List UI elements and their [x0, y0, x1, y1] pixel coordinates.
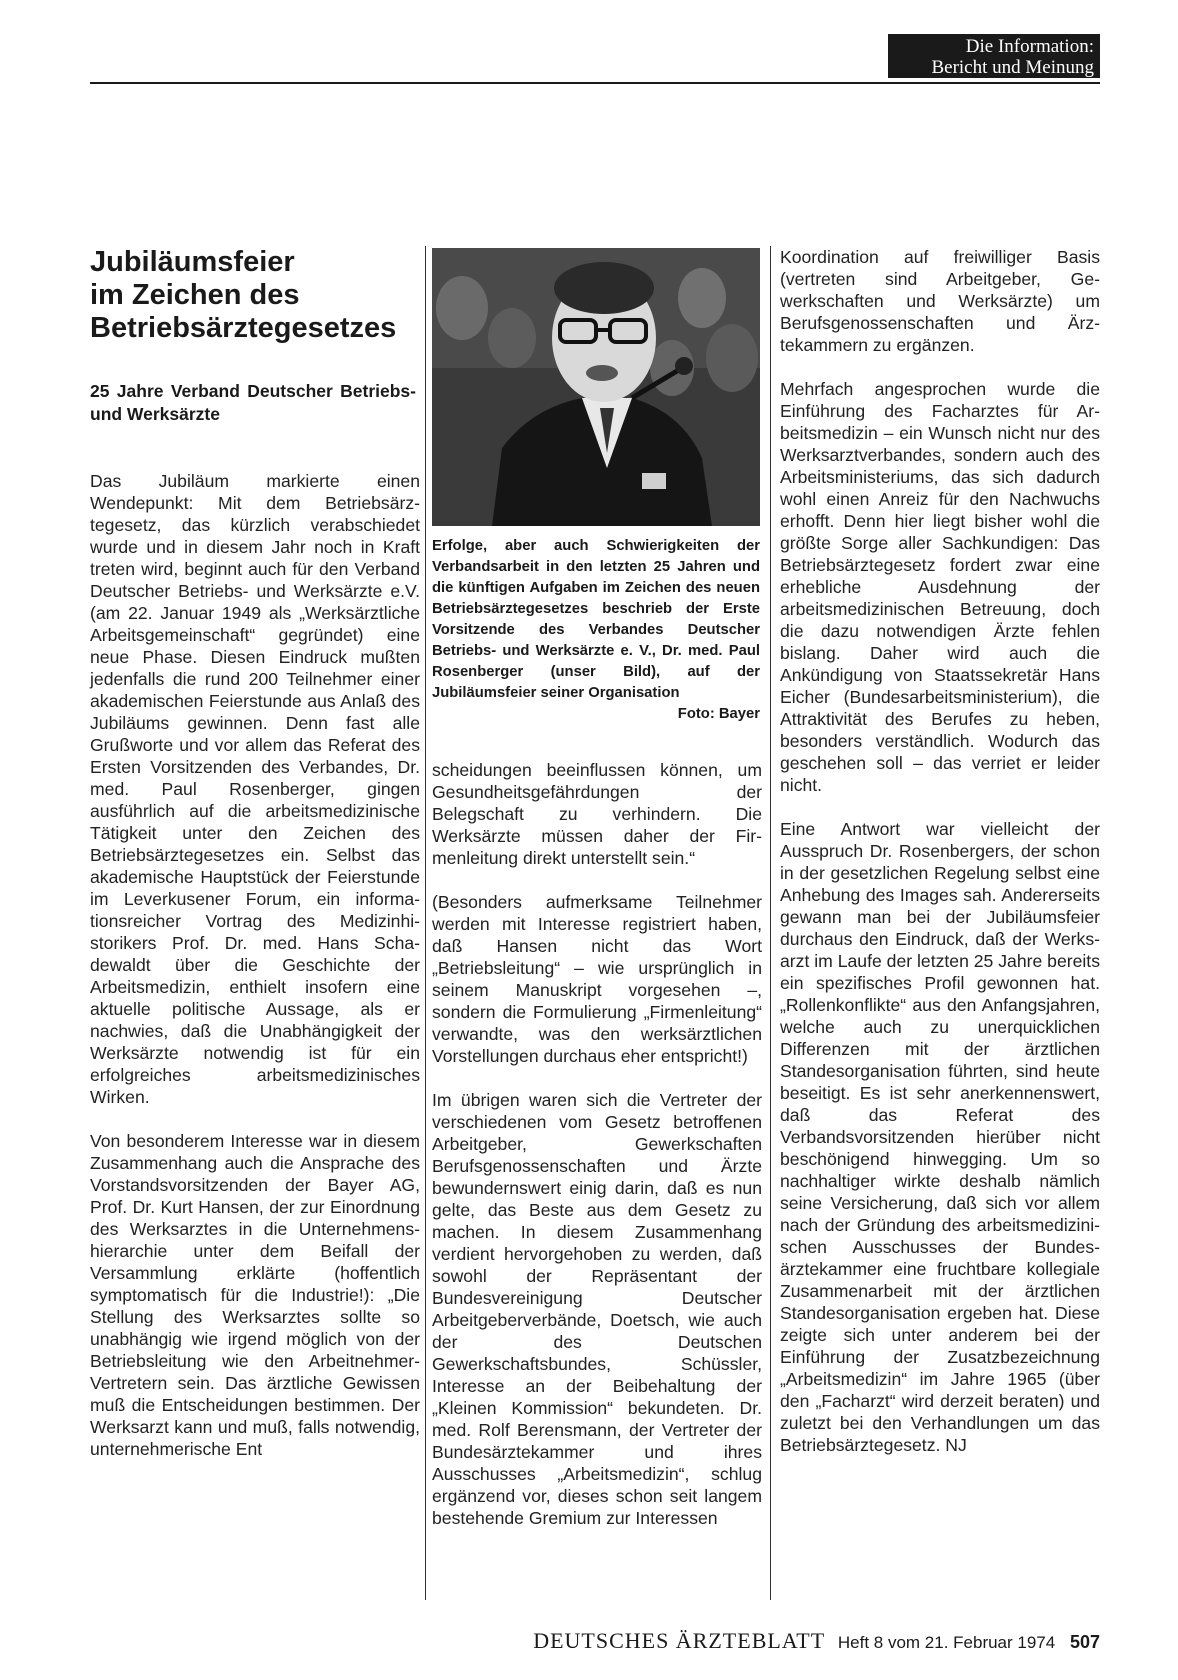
- photo-credit: Foto: Bayer: [677, 706, 760, 722]
- paragraph: (Besonders aufmerksame Teilnehmer werden mit Interesse registriert haben, daß Hansen nicht das Wort „Betriebsleitung“ – wie ursprünglich in seinem Manuskript vorgesehen –, sondern die Formulierung „Firmenleitung“ verwandte, was den werksärztlichen Vorstellungen durchaus eher entspricht!): [432, 892, 762, 1066]
- article-subtitle: 25 Jahre Verband Deutscher Betriebs- und Werksärzte: [90, 381, 416, 424]
- article-column-1: [90, 470, 420, 1460]
- paragraph: Von besonderem Interesse war in diesem Zusammenhang auch die Ansprache des Vorstandsvorsitzenden der Bayer AG, Prof. Dr. Kurt Hansen, der zur Einordnung des Werksarztes in die Unternehmenshierarchie unter dem Beifall der Versammlung erklärte (hoffentlich symptomatisch für die Industrie!): „Die Stellung des Werksarztes sollte so unabhängig wie irgend möglich von der Betriebsleitung wie den Arbeitnehmer-Vertretern sein. Das ärztliche Gewissen muß die Entscheidungen bestimmen. Der Werksarzt kann und muß, falls notwendig, unternehmerische Ent: [90, 1131, 420, 1459]
- speaker-photo: [432, 248, 760, 526]
- top-rule: [90, 82, 1100, 84]
- journal-name: DEUTSCHES ÄRZTEBLATT: [533, 1628, 826, 1653]
- speaker-photo-image: [432, 248, 760, 526]
- paragraph: scheidungen beeinflussen können, um Gesundheitsgefährdungen der Belegschaft zu verhindern. Die Werksärzte müssen daher der Firmenleitung direkt unterstellt sein.“: [432, 760, 762, 868]
- article-title-line: Jubiläumsfeier: [90, 246, 295, 278]
- page-footer: [460, 1628, 1100, 1658]
- paragraph: Koordination auf freiwilliger Basis (vertreten sind Arbeitgeber, Gewerkschaften und Werksärzte) um Berufsgenossenschaften und Ärztekammern zu ergänzen.: [780, 247, 1100, 355]
- paragraph: Im übrigen waren sich die Vertreter der verschiedenen vom Gesetz betroffenen Arbeitgeber, Gewerkschaften Berufsgenossenschaften und Ärzte bewundernswert einig darin, daß es nun gelte, das Beste aus dem Gesetz zu machen. In diesem Zusammenhang verdient hervorgehoben zu werden, daß sowohl der Repräsentant der Bundesvereinigung Deutscher Arbeitgeberverbände, Doetsch, wie auch der des Deutschen Gewerkschaftsbundes, Schüssler, Interesse an der Beibehaltung der „Kleinen Kommission“ bekundeten. Dr. med. Rolf Berensmann, der Vertreter der Bundesärztekammer und ihres Ausschusses „Arbeitsmedizin“, schlug ergänzend vor, dieses schon seit langem bestehende Gremium zur Interessen: [432, 1090, 762, 1528]
- section-badge-line2: Bericht und Meinung: [931, 57, 1094, 78]
- article-column-2: [432, 759, 762, 1529]
- article-title-line: im Zeichen des: [90, 279, 300, 311]
- article-title-line: Betriebsärztegesetzes: [90, 312, 397, 344]
- caption-text: Erfolge, aber auch Schwierigkeiten der Verbandsarbeit in den letzten 25 Jahren und die künftigen Aufgaben im Zeichen des neuen Betriebsärztegesetzes beschrieb der Erste Vorsitzende des Verbandes Deutscher Betriebs- und Werksärzte e. V., Dr. med. Paul Rosenberger (unser Bild), auf der Jubiläumsfeier seiner Organisation: [432, 538, 760, 701]
- column-divider: [425, 246, 426, 1600]
- page-number: 507: [1069, 1632, 1100, 1652]
- photo-caption: [432, 536, 760, 725]
- paragraph: Mehrfach angesprochen wurde die Einführung des Facharztes für Arbeitsmedizin – ein Wunsch nicht nur des Werksarztverbandes, sondern auch des Arbeitsministeriums, das sich dadurch wohl einen Anreiz für den Nachwuchs erhofft. Denn hier liegt bisher wohl die größte Sorge aller Sachkundigen: Das Betriebsärztegesetz fordert zwar eine erhebliche Ausdehnung der arbeitsmedizinischen Betreuung, doch die dazu notwendigen Ärzte fehlen bislang. Daher wird auch die Ankündigung von Staatssekretär Hans Eicher (Bundesarbeitsministerium), die Attraktivität des Berufes zu heben, besonders verständlich. Wodurch das geschehen soll – das verriet er leider nicht.: [780, 379, 1100, 795]
- article-title: [90, 246, 420, 345]
- paragraph: Eine Antwort war vielleicht der Ausspruch Dr. Rosenbergers, der schon in der gesetzlichen Regelung selbst eine Anhebung des Images sah. Andererseits gewann man bei der Jubiläumsfeier durchaus den Eindruck, daß der Werksarzt im Laufe der letzten 25 Jahre bereits ein spezifisches Profil gewonnen hat. „Rollenkonflikte“ aus den Anfangsjahren, welche auch zu unerquicklichen Differenzen mit der ärztlichen Standesorganisation führten, sind heute beseitigt. Es ist sehr anerkennenswert, daß das Referat des Verbandsvorsitzenden hierüber nicht beschönigend hinwegging. Um so nachhaltiger wirkte deshalb nämlich seine Versicherung, daß sich vor allem nach der Gründung des arbeitsmedizinischen Ausschusses der Bundesärztekammer eine fruchtbare kollegiale Zusammenarbeit mit der ärztlichen Standesorganisation ergeben hat. Diese zeigte sich unter anderem bei der Einführung der Zusatzbezeichnung „Arbeitsmedizin“ im Jahre 1965 (über den „Facharzt“ wird derzeit beraten) und zuletzt bei den Verhandlungen um das Betriebsärztegesetz. NJ: [780, 819, 1100, 1455]
- section-badge-line1: Die Information:: [965, 36, 1094, 57]
- section-badge: [888, 34, 1100, 78]
- issue-info: Heft 8 vom 21. Februar 1974: [837, 1633, 1056, 1652]
- column-divider: [770, 246, 771, 1600]
- article-column-3: [780, 246, 1100, 1456]
- paragraph: Das Jubiläum markierte einen Wendepunkt: Mit dem Betriebsärztegesetz, das kürzlich verabschiedet wurde und in diesem Jahr noch in Kraft treten wird, beginnt auch für den Verband Deutscher Betriebs- und Werksärzte e.V. (am 22. Januar 1949 als „Werksärztliche Arbeitsgemeinschaft“ gegründet) eine neue Phase. Diesen Eindruck mußten jedenfalls die rund 200 Teilnehmer einer akademischen Feierstunde aus Anlaß des Jubiläums gewinnen. Denn fast alle Grußworte und vor allem das Referat des Ersten Vorsitzenden des Verbandes, Dr. med. Paul Rosenberger, gingen ausführlich auf die arbeitsmedizinische Tätigkeit unter den Zeichen des Betriebsärztegesetzes ein. Selbst das akademische Hauptstück der Feierstunde im Leverkusener Forum, ein informationsreicher Vortrag des Medizinhistorikers Prof. Dr. med. Hans Schadewaldt über die Geschichte der Arbeitsmedizin, enthielt insofern eine aktuelle politische Aussage, als er nachwies, daß die Unabhängigkeit der Werksärzte notwendig ist für ein erfolgreiches arbeitsmedizinisches Wirken.: [90, 471, 420, 1107]
